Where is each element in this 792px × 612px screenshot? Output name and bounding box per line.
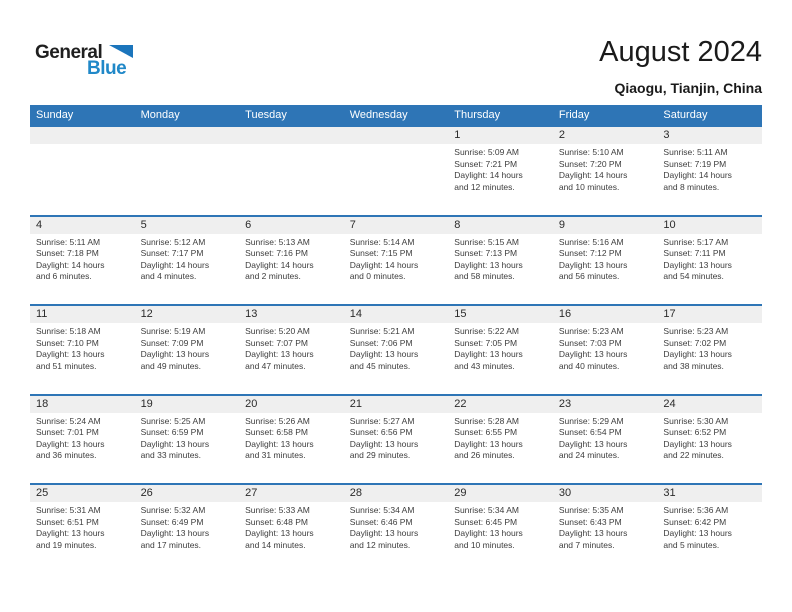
daylight-text-1: Daylight: 13 hours (663, 438, 732, 449)
daylight-text-2: and 22 minutes. (663, 450, 724, 461)
sunrise-text: Sunrise: 5:19 AM (140, 326, 206, 337)
sun-info (239, 144, 344, 147)
day-number (30, 127, 135, 144)
sunrise-text: Sunrise: 5:25 AM (140, 415, 206, 426)
daylight-text-2: and 4 minutes. (140, 271, 197, 282)
sunrise-text: Sunrise: 5:33 AM (245, 505, 310, 516)
daylight-text-2: and 5 minutes. (663, 539, 720, 550)
general-blue-logo (35, 42, 145, 78)
sun-info (553, 502, 658, 551)
daylight-text-1: Daylight: 13 hours (140, 349, 210, 360)
sunset-text: Sunset: 7:12 PM (558, 248, 622, 259)
daylight-text-2: and 40 minutes. (558, 360, 620, 371)
sun-info (448, 413, 553, 462)
day-number: 10 (657, 217, 762, 234)
page-location: Qiaogu, Tianjin, China (614, 80, 762, 96)
sunset-text: Sunset: 6:48 PM (245, 516, 308, 527)
sun-info (30, 144, 135, 147)
sunset-text: Sunset: 6:56 PM (349, 427, 413, 438)
sunrise-text: Sunrise: 5:31 AM (36, 505, 101, 516)
day-number: 16 (553, 306, 658, 323)
daylight-text-1: Daylight: 13 hours (558, 438, 628, 449)
sun-info (344, 144, 449, 147)
sunrise-text: Sunrise: 5:26 AM (245, 415, 310, 426)
sun-info (135, 144, 240, 147)
week-row (30, 215, 762, 305)
sunset-text: Sunset: 6:59 PM (140, 427, 204, 438)
sunrise-text: Sunrise: 5:28 AM (454, 415, 520, 426)
daylight-text-1: Daylight: 13 hours (454, 528, 523, 539)
sunset-text: Sunset: 7:17 PM (140, 248, 204, 259)
day-number: 31 (657, 485, 762, 502)
sun-info (30, 234, 135, 283)
sunset-text: Sunset: 7:05 PM (454, 337, 518, 348)
sunset-text: Sunset: 7:07 PM (245, 337, 308, 348)
calendar-cell-day-31 (657, 485, 762, 573)
daylight-text-2: and 6 minutes. (36, 271, 92, 282)
daylight-text-1: Daylight: 14 hours (36, 259, 105, 270)
daylight-text-1: Daylight: 13 hours (558, 528, 628, 539)
calendar-cell-day-9 (553, 217, 658, 305)
sun-info (135, 323, 240, 372)
calendar-cell-day-22 (448, 396, 553, 484)
sunset-text: Sunset: 6:49 PM (140, 516, 204, 527)
sun-info (657, 144, 762, 193)
sunrise-text: Sunrise: 5:27 AM (349, 415, 415, 426)
daylight-text-1: Daylight: 14 hours (454, 170, 523, 180)
sunset-text: Sunset: 7:10 PM (36, 337, 99, 348)
sunrise-text: Sunrise: 5:11 AM (663, 147, 728, 157)
sunrise-text: Sunrise: 5:34 AM (454, 505, 520, 516)
day-number: 1 (448, 127, 553, 144)
daylight-text-2: and 8 minutes. (663, 181, 720, 192)
daylight-text-2: and 54 minutes. (663, 271, 724, 282)
sun-info (657, 323, 762, 372)
sun-info (135, 413, 240, 462)
sunrise-text: Sunrise: 5:18 AM (36, 326, 101, 337)
day-number: 15 (448, 306, 553, 323)
sun-info (344, 323, 449, 372)
day-number: 8 (448, 217, 553, 234)
day-number: 26 (135, 485, 240, 502)
logo-text-general: General (35, 42, 103, 63)
calendar-cell-day-27 (239, 485, 344, 573)
week-row (30, 125, 762, 215)
day-header-monday: Monday (140, 109, 180, 121)
day-number: 19 (135, 396, 240, 413)
calendar-cell-day-4 (30, 217, 135, 305)
sun-info (239, 234, 344, 283)
page-title: August 2024 (599, 36, 762, 68)
sunset-text: Sunset: 7:09 PM (140, 337, 204, 348)
day-number: 14 (344, 306, 449, 323)
week-row (30, 483, 762, 573)
day-number: 4 (30, 217, 135, 234)
day-header-sunday: Sunday (36, 109, 74, 121)
day-number (344, 127, 449, 144)
daylight-text-1: Daylight: 13 hours (454, 349, 523, 360)
daylight-text-1: Daylight: 13 hours (245, 438, 314, 449)
sun-info (553, 144, 658, 193)
day-header-thursday: Thursday (454, 109, 501, 121)
sunset-text: Sunset: 7:19 PM (663, 158, 727, 169)
daylight-text-2: and 58 minutes. (454, 271, 515, 282)
daylight-text-2: and 12 minutes. (349, 539, 411, 550)
sunset-text: Sunset: 6:46 PM (349, 516, 413, 527)
calendar-cell-day-11 (30, 306, 135, 394)
calendar-cell-empty (239, 127, 344, 215)
calendar-cell-empty (344, 127, 449, 215)
daylight-text-1: Daylight: 13 hours (36, 438, 105, 449)
day-number: 21 (344, 396, 449, 413)
sun-info (30, 413, 135, 462)
logo-triangle-icon (109, 45, 133, 58)
daylight-text-2: and 24 minutes. (558, 450, 620, 461)
daylight-text-2: and 49 minutes. (140, 360, 202, 371)
calendar-cell-day-23 (553, 396, 658, 484)
daylight-text-1: Daylight: 13 hours (663, 259, 732, 270)
daylight-text-2: and 2 minutes. (245, 271, 301, 282)
calendar-cell-day-29 (448, 485, 553, 573)
sunrise-text: Sunrise: 5:30 AM (663, 415, 729, 426)
sunset-text: Sunset: 7:03 PM (558, 337, 622, 348)
day-number: 7 (344, 217, 449, 234)
sunset-text: Sunset: 7:06 PM (349, 337, 413, 348)
day-number: 12 (135, 306, 240, 323)
daylight-text-1: Daylight: 13 hours (349, 528, 419, 539)
day-of-week-header-row (30, 105, 762, 125)
daylight-text-1: Daylight: 13 hours (36, 349, 105, 360)
daylight-text-2: and 26 minutes. (454, 450, 515, 461)
day-number: 23 (553, 396, 658, 413)
sunrise-text: Sunrise: 5:10 AM (558, 147, 624, 157)
calendar-cell-day-5 (135, 217, 240, 305)
daylight-text-2: and 10 minutes. (558, 181, 620, 192)
daylight-text-2: and 17 minutes. (140, 539, 202, 550)
calendar-cell-day-26 (135, 485, 240, 573)
day-number: 11 (30, 306, 135, 323)
calendar-cell-day-20 (239, 396, 344, 484)
sunset-text: Sunset: 7:11 PM (663, 248, 726, 259)
sun-info (239, 323, 344, 372)
sunset-text: Sunset: 6:43 PM (558, 516, 622, 527)
sunset-text: Sunset: 7:01 PM (36, 427, 99, 438)
calendar-cell-day-15 (448, 306, 553, 394)
sunrise-text: Sunrise: 5:22 AM (454, 326, 520, 337)
day-number: 20 (239, 396, 344, 413)
sunrise-text: Sunrise: 5:16 AM (558, 236, 624, 247)
calendar-grid (30, 105, 762, 573)
daylight-text-2: and 7 minutes. (558, 539, 615, 550)
day-number (135, 127, 240, 144)
sunrise-text: Sunrise: 5:24 AM (36, 415, 101, 426)
sunset-text: Sunset: 7:20 PM (558, 158, 622, 169)
day-header-wednesday: Wednesday (349, 109, 408, 121)
sun-info (553, 234, 658, 283)
sunrise-text: Sunrise: 5:35 AM (558, 505, 624, 516)
day-number: 24 (657, 396, 762, 413)
day-number: 17 (657, 306, 762, 323)
calendar-cell-day-19 (135, 396, 240, 484)
calendar-cell-day-17 (657, 306, 762, 394)
sun-info (344, 502, 449, 551)
daylight-text-2: and 51 minutes. (36, 360, 97, 371)
calendar-cell-day-12 (135, 306, 240, 394)
calendar-cell-day-24 (657, 396, 762, 484)
calendar-cell-day-30 (553, 485, 658, 573)
sunrise-text: Sunrise: 5:13 AM (245, 236, 310, 247)
daylight-text-1: Daylight: 14 hours (663, 170, 732, 180)
daylight-text-2: and 31 minutes. (245, 450, 306, 461)
day-number: 2 (553, 127, 658, 144)
daylight-text-1: Daylight: 13 hours (140, 528, 210, 539)
sunrise-text: Sunrise: 5:11 AM (36, 236, 101, 247)
day-number: 6 (239, 217, 344, 234)
daylight-text-2: and 19 minutes. (36, 539, 97, 550)
daylight-text-1: Daylight: 13 hours (663, 528, 732, 539)
daylight-text-1: Daylight: 13 hours (558, 259, 628, 270)
calendar-cell-day-3 (657, 127, 762, 215)
sun-info (239, 413, 344, 462)
calendar-cell-day-2 (553, 127, 658, 215)
day-number (239, 127, 344, 144)
week-row (30, 394, 762, 484)
day-number: 25 (30, 485, 135, 502)
sun-info (448, 502, 553, 551)
day-number: 3 (657, 127, 762, 144)
day-number: 13 (239, 306, 344, 323)
day-number: 5 (135, 217, 240, 234)
sun-info (344, 413, 449, 462)
sunset-text: Sunset: 6:54 PM (558, 427, 622, 438)
calendar-cell-day-28 (344, 485, 449, 573)
sun-info (553, 413, 658, 462)
daylight-text-2: and 43 minutes. (454, 360, 515, 371)
daylight-text-1: Daylight: 14 hours (140, 259, 210, 270)
sunrise-text: Sunrise: 5:09 AM (454, 147, 520, 157)
calendar-weeks (30, 125, 762, 573)
sunrise-text: Sunrise: 5:20 AM (245, 326, 310, 337)
daylight-text-2: and 14 minutes. (245, 539, 306, 550)
day-number: 28 (344, 485, 449, 502)
daylight-text-1: Daylight: 13 hours (349, 438, 419, 449)
sunrise-text: Sunrise: 5:12 AM (140, 236, 206, 247)
daylight-text-1: Daylight: 14 hours (349, 259, 419, 270)
daylight-text-2: and 36 minutes. (36, 450, 97, 461)
sunrise-text: Sunrise: 5:15 AM (454, 236, 520, 247)
daylight-text-1: Daylight: 13 hours (36, 528, 105, 539)
sun-info (135, 234, 240, 283)
calendar-cell-empty (135, 127, 240, 215)
sun-info (657, 234, 762, 283)
calendar-cell-day-21 (344, 396, 449, 484)
sun-info (657, 502, 762, 551)
daylight-text-1: Daylight: 13 hours (245, 528, 314, 539)
calendar-cell-day-8 (448, 217, 553, 305)
sunset-text: Sunset: 6:51 PM (36, 516, 99, 527)
sun-info (135, 502, 240, 551)
calendar-cell-day-14 (344, 306, 449, 394)
sun-info (448, 144, 553, 193)
sunset-text: Sunset: 7:21 PM (454, 158, 518, 169)
sunrise-text: Sunrise: 5:34 AM (349, 505, 415, 516)
sunset-text: Sunset: 6:58 PM (245, 427, 308, 438)
calendar-cell-day-18 (30, 396, 135, 484)
sunrise-text: Sunrise: 5:23 AM (663, 326, 729, 337)
sunrise-text: Sunrise: 5:23 AM (558, 326, 624, 337)
daylight-text-1: Daylight: 14 hours (558, 170, 628, 180)
sun-info (448, 323, 553, 372)
daylight-text-1: Daylight: 13 hours (454, 259, 523, 270)
calendar-cell-day-6 (239, 217, 344, 305)
daylight-text-1: Daylight: 13 hours (245, 349, 314, 360)
sunrise-text: Sunrise: 5:17 AM (663, 236, 729, 247)
daylight-text-1: Daylight: 13 hours (140, 438, 210, 449)
calendar-cell-empty (30, 127, 135, 215)
day-number: 29 (448, 485, 553, 502)
daylight-text-2: and 0 minutes. (349, 271, 406, 282)
sunrise-text: Sunrise: 5:14 AM (349, 236, 415, 247)
daylight-text-1: Daylight: 13 hours (454, 438, 523, 449)
calendar-cell-day-1 (448, 127, 553, 215)
daylight-text-2: and 45 minutes. (349, 360, 411, 371)
daylight-text-2: and 10 minutes. (454, 539, 515, 550)
daylight-text-1: Daylight: 13 hours (558, 349, 628, 360)
week-row (30, 304, 762, 394)
sunset-text: Sunset: 6:42 PM (663, 516, 727, 527)
sunrise-text: Sunrise: 5:29 AM (558, 415, 624, 426)
day-header-saturday: Saturday (663, 109, 708, 121)
sun-info (344, 234, 449, 283)
calendar-cell-day-7 (344, 217, 449, 305)
day-number: 30 (553, 485, 658, 502)
sunset-text: Sunset: 6:55 PM (454, 427, 518, 438)
daylight-text-2: and 56 minutes. (558, 271, 620, 282)
sunset-text: Sunset: 7:16 PM (245, 248, 308, 259)
sun-info (30, 323, 135, 372)
sunrise-text: Sunrise: 5:32 AM (140, 505, 206, 516)
day-number: 18 (30, 396, 135, 413)
sunset-text: Sunset: 7:18 PM (36, 248, 99, 259)
calendar-cell-day-13 (239, 306, 344, 394)
sun-info (553, 323, 658, 372)
sunset-text: Sunset: 7:13 PM (454, 248, 518, 259)
sunset-text: Sunset: 7:15 PM (349, 248, 413, 259)
sunrise-text: Sunrise: 5:36 AM (663, 505, 729, 516)
sun-info (657, 413, 762, 462)
sunrise-text: Sunrise: 5:21 AM (349, 326, 415, 337)
sunset-text: Sunset: 6:52 PM (663, 427, 727, 438)
day-number: 22 (448, 396, 553, 413)
daylight-text-1: Daylight: 13 hours (349, 349, 419, 360)
sun-info (30, 502, 135, 551)
sunset-text: Sunset: 6:45 PM (454, 516, 518, 527)
daylight-text-1: Daylight: 13 hours (663, 349, 732, 360)
calendar-cell-day-25 (30, 485, 135, 573)
sun-info (239, 502, 344, 551)
day-number: 27 (239, 485, 344, 502)
daylight-text-2: and 47 minutes. (245, 360, 306, 371)
daylight-text-1: Daylight: 14 hours (245, 259, 314, 270)
daylight-text-2: and 12 minutes. (454, 181, 515, 192)
calendar-cell-day-10 (657, 217, 762, 305)
day-header-tuesday: Tuesday (245, 109, 287, 121)
sun-info (448, 234, 553, 283)
daylight-text-2: and 38 minutes. (663, 360, 724, 371)
logo-text-blue: Blue (87, 58, 127, 79)
day-header-friday: Friday (558, 109, 590, 121)
calendar-cell-day-16 (553, 306, 658, 394)
day-number: 9 (553, 217, 658, 234)
daylight-text-2: and 29 minutes. (349, 450, 411, 461)
daylight-text-2: and 33 minutes. (140, 450, 202, 461)
sunset-text: Sunset: 7:02 PM (663, 337, 727, 348)
